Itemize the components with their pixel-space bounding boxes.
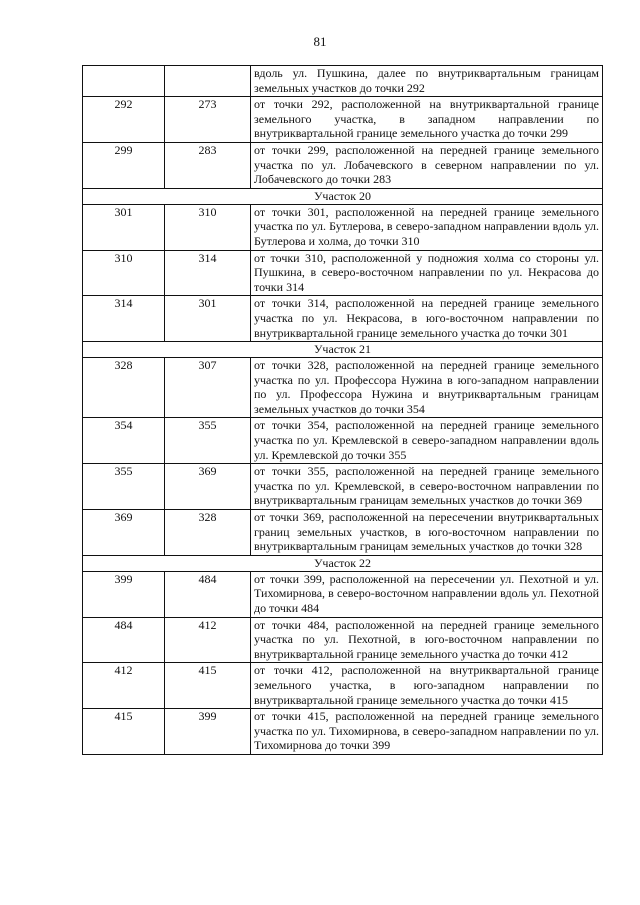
section-title: Участок 21 bbox=[83, 342, 603, 358]
to-point-cell: 328 bbox=[165, 510, 251, 556]
from-point-cell: 484 bbox=[83, 617, 165, 663]
description-cell: от точки 484, расположенной на передней границе земельного участка по ул. Пехотной, в юго-восточном направлении по внутриквартальной границе земельного участка до точки 412 bbox=[251, 617, 603, 663]
from-point-cell: 299 bbox=[83, 142, 165, 188]
to-point-cell bbox=[165, 66, 251, 97]
to-point-cell: 310 bbox=[165, 204, 251, 250]
table-row bbox=[83, 358, 603, 418]
section-header-row bbox=[83, 342, 603, 358]
from-point-cell: 354 bbox=[83, 418, 165, 464]
section-header-row bbox=[83, 188, 603, 204]
table-row bbox=[83, 66, 603, 97]
table-row bbox=[83, 97, 603, 143]
table-row bbox=[83, 464, 603, 510]
table-row bbox=[83, 709, 603, 755]
to-point-cell: 273 bbox=[165, 97, 251, 143]
description-cell: от точки 415, расположенной на передней границе земельного участка по ул. Тихомирнова, в северо-западном направлении по ул. Тихомирнова до точки 399 bbox=[251, 709, 603, 755]
from-point-cell: 301 bbox=[83, 204, 165, 250]
description-cell: от точки 310, расположенной у подножия холма со стороны ул. Пушкина, в северо-восточном направлении по ул. Некрасова до точки 314 bbox=[251, 250, 603, 296]
description-cell: от точки 354, расположенной на передней границе земельного участка по ул. Кремлевской в северо-западном направлении вдоль ул. Кремлевской до точки 355 bbox=[251, 418, 603, 464]
description-cell: от точки 412, расположенной на внутриквартальной границе земельного участка, в юго-западном направлении по внутриквартальной границе земельного участка до точки 415 bbox=[251, 663, 603, 709]
table-row bbox=[83, 571, 603, 617]
boundary-table-body bbox=[83, 66, 603, 755]
section-title: Участок 20 bbox=[83, 188, 603, 204]
boundary-table bbox=[82, 65, 603, 755]
description-cell: от точки 299, расположенной на передней границе земельного участка по ул. Лобачевского в северном направлении по ул. Лобачевского до точки 283 bbox=[251, 142, 603, 188]
to-point-cell: 314 bbox=[165, 250, 251, 296]
from-point-cell: 399 bbox=[83, 571, 165, 617]
description-cell: от точки 369, расположенной на пересечении внутриквартальных границ земельных участков, в юго-восточном направлении по внутриквартальным границам земельных участков до точки 328 bbox=[251, 510, 603, 556]
from-point-cell: 328 bbox=[83, 358, 165, 418]
section-header-row bbox=[83, 555, 603, 571]
description-cell: вдоль ул. Пушкина, далее по внутриквартальным границам земельных участков до точки 292 bbox=[251, 66, 603, 97]
to-point-cell: 283 bbox=[165, 142, 251, 188]
description-cell: от точки 355, расположенной на передней границе земельного участка по ул. Кремлевской, в северо-восточном направлении по внутриквартальным границам земельных участков до точки 369 bbox=[251, 464, 603, 510]
from-point-cell: 415 bbox=[83, 709, 165, 755]
table-row bbox=[83, 296, 603, 342]
to-point-cell: 484 bbox=[165, 571, 251, 617]
table-row bbox=[83, 617, 603, 663]
from-point-cell: 314 bbox=[83, 296, 165, 342]
from-point-cell: 292 bbox=[83, 97, 165, 143]
to-point-cell: 369 bbox=[165, 464, 251, 510]
to-point-cell: 412 bbox=[165, 617, 251, 663]
to-point-cell: 307 bbox=[165, 358, 251, 418]
description-cell: от точки 328, расположенной на передней границе земельного участка по ул. Профессора Нужина в юго-западном направлении по ул. Профессора Нужина и внутриквартальным границам земельных участков до точки 354 bbox=[251, 358, 603, 418]
description-cell: от точки 399, расположенной на пересечении ул. Пехотной и ул. Тихомирнова, в северо-восточном направлении вдоль ул. Пехотной до точки 484 bbox=[251, 571, 603, 617]
section-title: Участок 22 bbox=[83, 555, 603, 571]
table-row bbox=[83, 204, 603, 250]
page-number: 81 bbox=[313, 34, 327, 49]
to-point-cell: 355 bbox=[165, 418, 251, 464]
from-point-cell: 310 bbox=[83, 250, 165, 296]
from-point-cell: 355 bbox=[83, 464, 165, 510]
from-point-cell bbox=[83, 66, 165, 97]
table-row bbox=[83, 142, 603, 188]
from-point-cell: 369 bbox=[83, 510, 165, 556]
to-point-cell: 399 bbox=[165, 709, 251, 755]
description-cell: от точки 314, расположенной на передней границе земельного участка по ул. Некрасова, в юго-восточном направлении по внутриквартальной границе земельного участка до точки 301 bbox=[251, 296, 603, 342]
table-row bbox=[83, 418, 603, 464]
table-row bbox=[83, 250, 603, 296]
table-row bbox=[83, 510, 603, 556]
description-cell: от точки 292, расположенной на внутриквартальной границе земельного участка, в западном направлении по внутриквартальной границе земельного участка до точки 299 bbox=[251, 97, 603, 143]
to-point-cell: 301 bbox=[165, 296, 251, 342]
description-cell: от точки 301, расположенной на передней границе земельного участка по ул. Бутлерова, в северо-западном направлении вдоль ул. Бутлерова и холма, до точки 310 bbox=[251, 204, 603, 250]
to-point-cell: 415 bbox=[165, 663, 251, 709]
from-point-cell: 412 bbox=[83, 663, 165, 709]
table-row bbox=[83, 663, 603, 709]
